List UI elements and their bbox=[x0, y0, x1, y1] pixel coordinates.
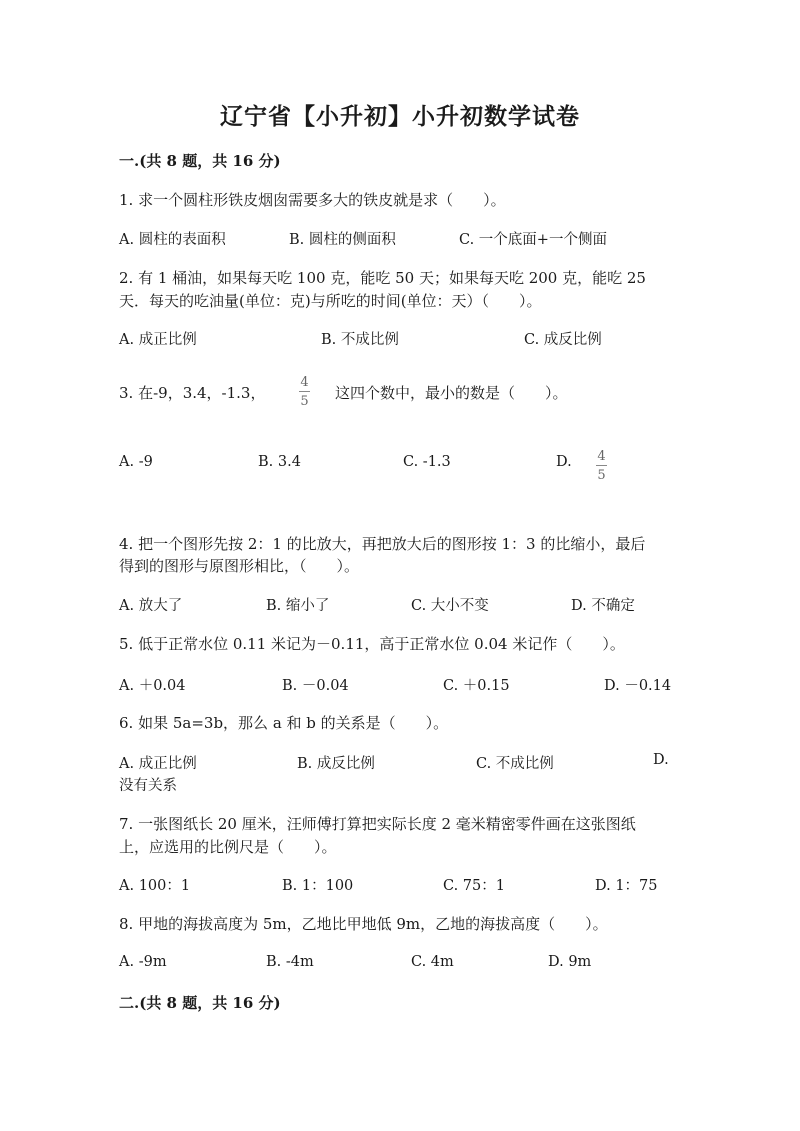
q4-option-b: B. 缩小了 bbox=[266, 598, 330, 614]
q2-option-a: A. 成正比例 bbox=[119, 332, 197, 348]
q8-option-a: A. -9m bbox=[119, 954, 167, 970]
q8-option-d: D. 9m bbox=[548, 954, 592, 970]
q4-option-c: C. 大小不变 bbox=[411, 598, 489, 614]
exam-title: 辽宁省【小升初】小升初数学试卷 bbox=[220, 103, 580, 130]
fraction-bar bbox=[596, 465, 607, 466]
question-6-text: 6. 如果 5a=3b，那么 a 和 b 的关系是（ ）。 bbox=[119, 714, 449, 732]
q3-option-c: C. -1.3 bbox=[403, 454, 451, 470]
q1-option-c: C. 一个底面+一个侧面 bbox=[459, 232, 607, 248]
q2-option-c: C. 成反比例 bbox=[524, 332, 602, 348]
q5-option-a: A. ＋0.04 bbox=[119, 678, 186, 694]
q6-option-b: B. 成反比例 bbox=[297, 756, 375, 772]
q1-option-a: A. 圆柱的表面积 bbox=[119, 232, 226, 248]
q3-option-d-fraction bbox=[596, 450, 607, 482]
question-3-text-end: 这四个数中，最小的数是（ ）。 bbox=[335, 384, 568, 402]
q8-option-c: C. 4m bbox=[411, 954, 454, 970]
q3-option-d: D. bbox=[556, 454, 572, 470]
q7-option-a: A. 100：1 bbox=[119, 878, 191, 894]
fraction-denominator: 5 bbox=[597, 468, 606, 483]
q5-option-d: D. －0.14 bbox=[604, 678, 672, 694]
question-2-text-line-1: 2. 有 1 桶油，如果每天吃 100 克，能吃 50 天；如果每天吃 200 克，能吃 25 bbox=[119, 269, 646, 287]
fraction-bar bbox=[299, 391, 310, 392]
question-8-text: 8. 甲地的海拔高度为 5m，乙地比甲地低 9m，乙地的海拔高度（ ）。 bbox=[119, 915, 608, 933]
q7-option-c: C. 75：1 bbox=[443, 878, 505, 894]
q1-option-b: B. 圆柱的侧面积 bbox=[289, 232, 396, 248]
question-4-text-line-1: 4. 把一个图形先按 2：1 的比放大，再把放大后的图形按 1：3 的比缩小，最后 bbox=[119, 535, 646, 553]
question-3-fraction bbox=[299, 376, 310, 408]
section-1-heading: 一.(共 8 题，共 16 分) bbox=[119, 152, 281, 170]
question-1-text: 1. 求一个圆柱形铁皮烟囱需要多大的铁皮就是求（ ）。 bbox=[119, 191, 506, 209]
question-4-text-line-2: 得到的图形与原图形相比，（ ）。 bbox=[119, 557, 360, 575]
q7-option-b: B. 1：100 bbox=[282, 878, 354, 894]
question-3-text-start: 3. 在-9，3.4，-1.3， bbox=[119, 384, 266, 402]
q6-option-c: C. 不成比例 bbox=[476, 756, 554, 772]
question-7-text-line-2: 上，应选用的比例尺是（ ）。 bbox=[119, 838, 337, 856]
q3-option-b: B. 3.4 bbox=[258, 454, 301, 470]
q3-option-a: A. -9 bbox=[119, 454, 153, 470]
section-2-heading: 二.(共 8 题，共 16 分) bbox=[119, 994, 281, 1012]
q8-option-b: B. -4m bbox=[266, 954, 314, 970]
q2-option-b: B. 不成比例 bbox=[321, 332, 399, 348]
fraction-numerator: 4 bbox=[597, 449, 606, 464]
question-2-text-line-2: 天．每天的吃油量(单位：克)与所吃的时间(单位：天）（ ）。 bbox=[119, 292, 542, 310]
q6-option-a: A. 成正比例 bbox=[119, 756, 197, 772]
q7-option-d: D. 1：75 bbox=[595, 878, 658, 894]
q4-option-d: D. 不确定 bbox=[571, 598, 635, 614]
q6-option-d-text: 没有关系 bbox=[119, 778, 177, 794]
question-5-text: 5. 低于正常水位 0.11 米记为－0.11，高于正常水位 0.04 米记作（ ）。 bbox=[119, 635, 625, 653]
q5-option-b: B. －0.04 bbox=[282, 678, 349, 694]
question-7-text-line-1: 7. 一张图纸长 20 厘米，汪师傅打算把实际长度 2 毫米精密零件画在这张图纸 bbox=[119, 815, 636, 833]
q4-option-a: A. 放大了 bbox=[119, 598, 183, 614]
fraction-denominator: 5 bbox=[300, 394, 309, 409]
q6-option-d: D. bbox=[653, 752, 669, 768]
q5-option-c: C. ＋0.15 bbox=[443, 678, 510, 694]
fraction-numerator: 4 bbox=[300, 375, 309, 390]
